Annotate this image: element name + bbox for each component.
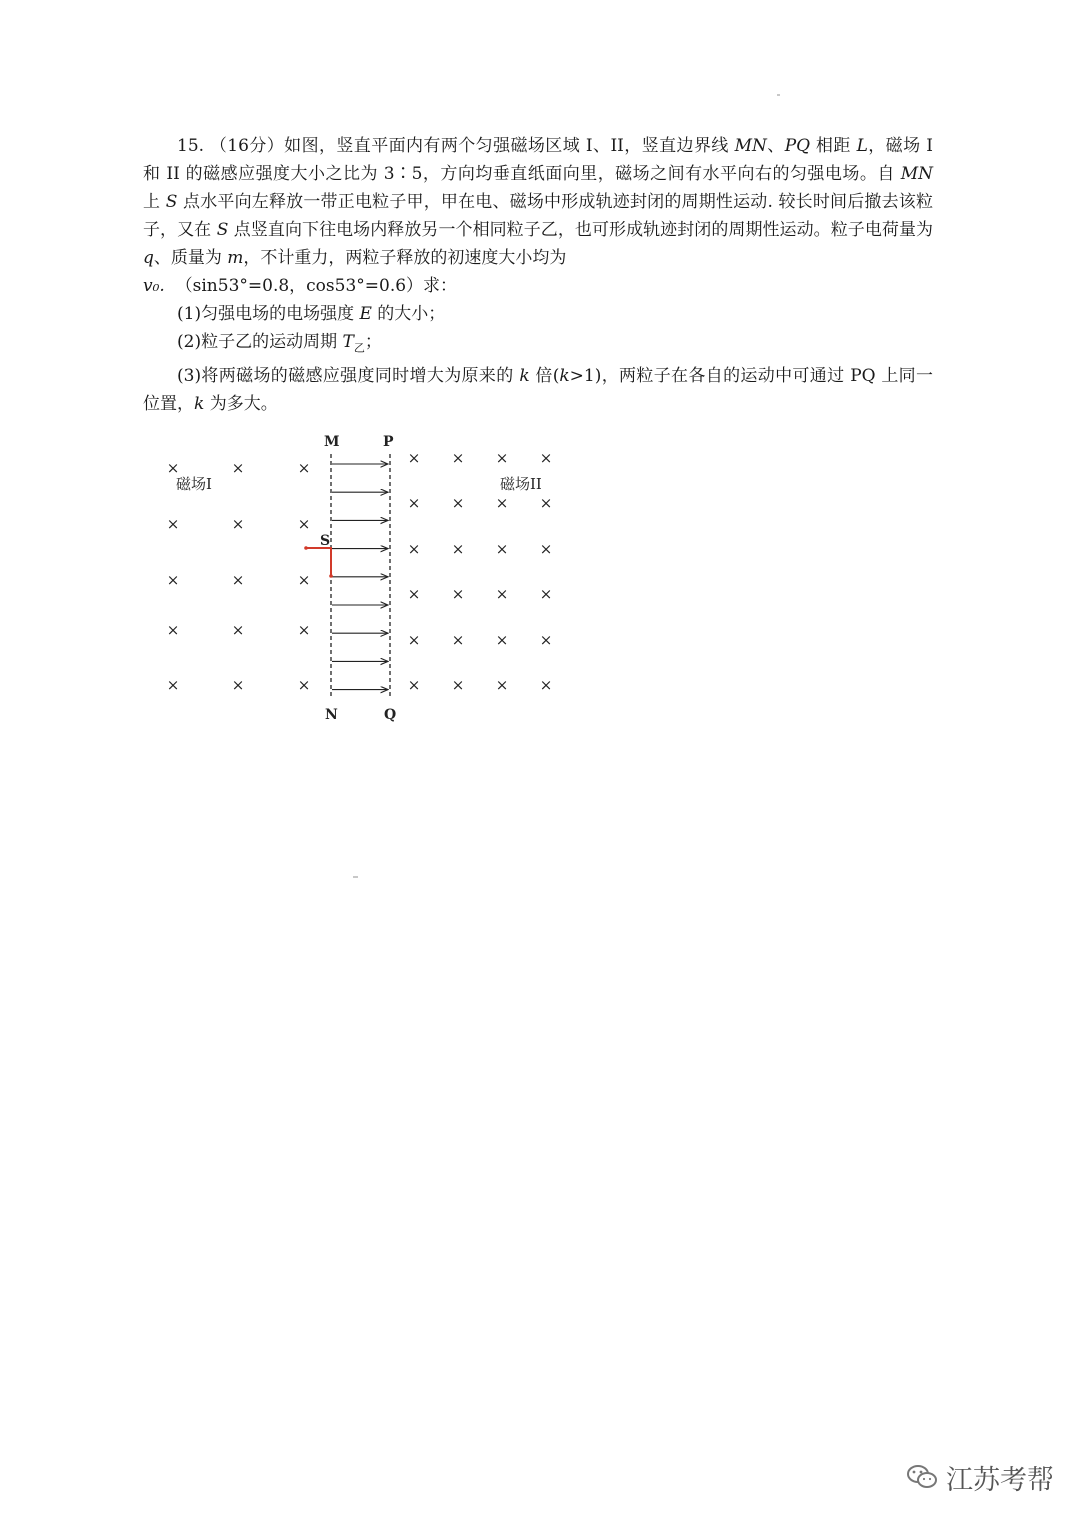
field2-cross: × (539, 449, 553, 467)
label-S: S (320, 533, 331, 549)
field1-cross: × (231, 515, 245, 533)
field2-cross: × (539, 676, 553, 694)
field1-cross: × (166, 459, 180, 477)
field1-cross: × (166, 515, 180, 533)
problem-given (143, 272, 933, 300)
speck-top (777, 94, 780, 96)
question-3: (3)将两磁场的磁感应强度同时增大为原来的 k 倍(k>1)，两粒子在各自的运动中可通过 PQ 上同一位置，k 为多大。 (143, 366, 934, 415)
field1-label: 磁场I (176, 475, 212, 493)
field2-cross: × (495, 494, 509, 512)
field2-cross: × (495, 631, 509, 649)
field2-cross: × (407, 540, 421, 558)
field2-cross: × (451, 676, 465, 694)
problem-score: （16分） (209, 136, 285, 156)
field2-cross: × (495, 540, 509, 558)
field1-cross: × (297, 459, 311, 477)
field2-cross: × (407, 676, 421, 694)
field1-cross: × (231, 621, 245, 639)
field1-cross: × (297, 571, 311, 589)
field1-cross: × (166, 676, 180, 694)
question-2: (2)粒子乙的运动周期 $T_乙$； (177, 332, 382, 355)
field2-cross: × (495, 585, 509, 603)
problem-text (143, 132, 933, 418)
field2-cross: × (539, 494, 553, 512)
speck-middle (353, 876, 358, 878)
field2-cross: × (407, 585, 421, 603)
label-N: N (325, 707, 338, 723)
field2-cross: × (451, 494, 465, 512)
field2-cross: × (539, 540, 553, 558)
field2-cross: × (539, 631, 553, 649)
field2-cross: × (451, 540, 465, 558)
field1-cross: × (166, 571, 180, 589)
field1-cross: × (297, 676, 311, 694)
problem-number: 15. (177, 136, 205, 156)
field2-cross: × (539, 585, 553, 603)
field2-cross: × (495, 676, 509, 694)
problem-intro: 15. （16分）如图，竖直平面内有两个匀强磁场区域 I、II，竖直边界线 MN、PQ 相距 L，磁场 I 和 II 的磁感应强度大小之比为 3∶5，方向均垂直纸面向里，磁场之间有水平向右的匀强电场。自 MN 上 S 点水平向左释放一带正电粒子甲，甲在电、磁场中形成轨迹封闭的周期性运动. 较长时间后撤去该粒子，又在 S 点竖直向下往电场内释放另一个相同粒子乙，也可形成轨迹封闭的周期性运动。粒子电荷量为 q、质量为 m，不计重力，两粒子释放的初速度大小均为 (143, 136, 934, 268)
field2-cross: × (451, 631, 465, 649)
watermark-text: 江苏考帮 (946, 1464, 1054, 1496)
field-diagram (150, 428, 570, 728)
label-M: M (324, 434, 340, 450)
question-1: (1)匀强电场的电场强度 E 的大小； (177, 304, 446, 324)
label-P: P (383, 434, 394, 450)
wechat-icon (906, 1463, 938, 1491)
label-Q: Q (384, 707, 397, 723)
field2-cross: × (407, 631, 421, 649)
field1-cross: × (231, 676, 245, 694)
field1-crosses (167, 459, 311, 694)
field1-cross: × (297, 621, 311, 639)
field1-cross: × (297, 515, 311, 533)
field2-cross: × (451, 585, 465, 603)
v0-symbol: v₀. (143, 276, 165, 296)
field2-label: 磁场II (500, 475, 542, 493)
field2-cross: × (407, 449, 421, 467)
watermark (906, 1457, 1054, 1497)
trig-values: （sin53°=0.8，cos53°=0.6）求： (175, 276, 458, 296)
field1-cross: × (231, 459, 245, 477)
field2-cross: × (451, 449, 465, 467)
field1-cross: × (166, 621, 180, 639)
field2-cross: × (495, 449, 509, 467)
field1-cross: × (231, 571, 245, 589)
field2-cross: × (407, 494, 421, 512)
electric-field-arrows (332, 464, 388, 690)
